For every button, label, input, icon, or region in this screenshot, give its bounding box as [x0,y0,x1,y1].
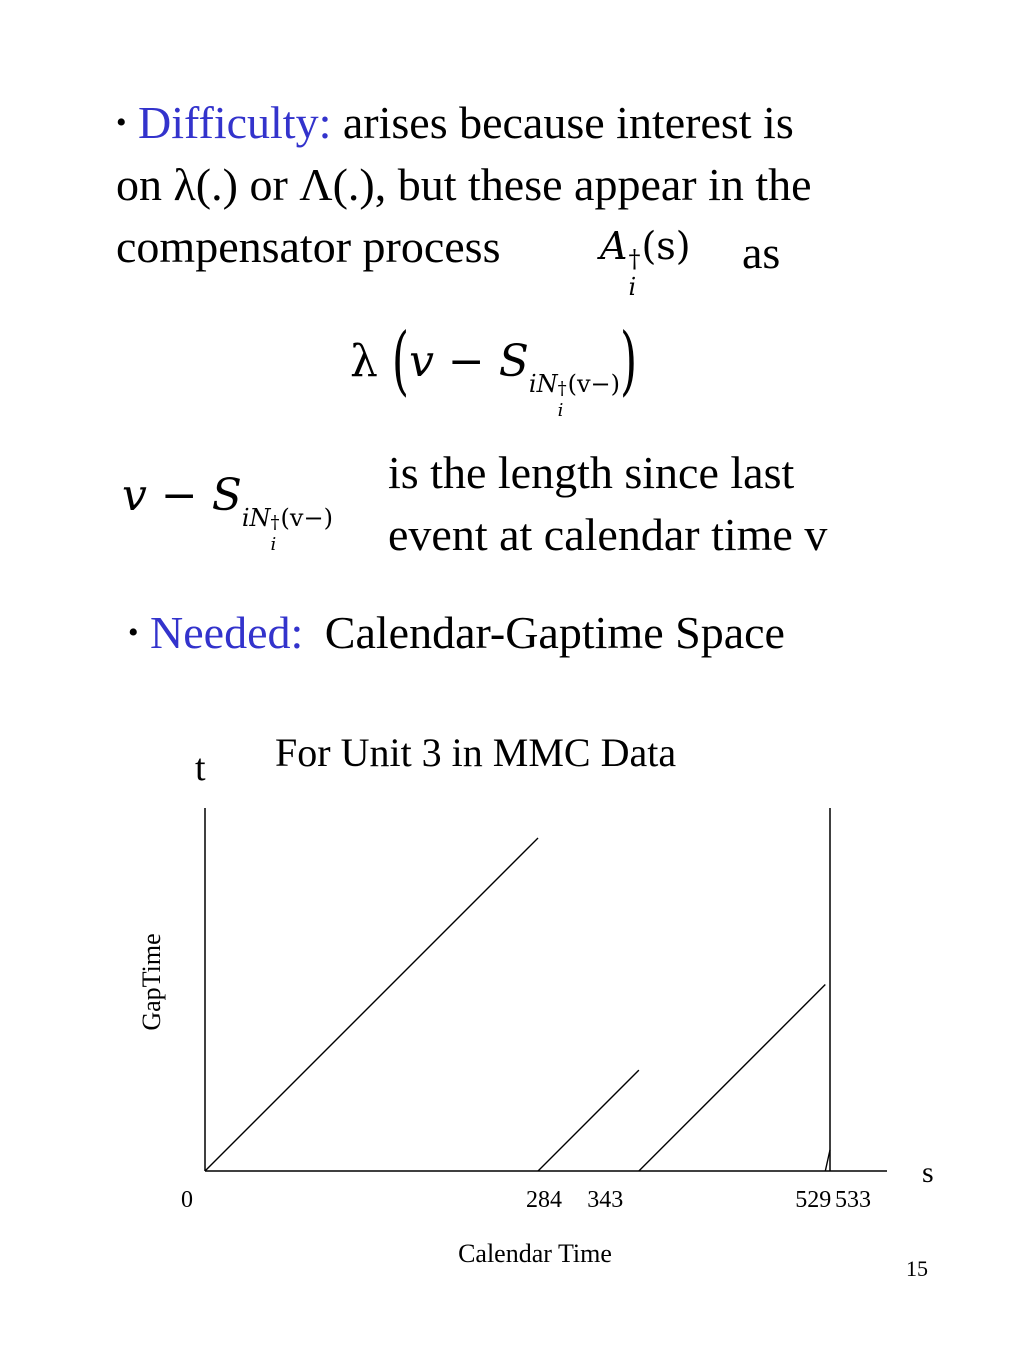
difficulty-text-3: compensator process [116,221,501,272]
gap-sub-dagger: † [270,512,280,533]
difficulty-line-3 [116,216,996,278]
gap-line-segment-3 [639,985,825,1171]
difficulty-line-1 [116,92,996,154]
x-tick-label: 533 [835,1187,871,1213]
difficulty-text-1: arises because interest is [331,97,794,148]
lambda-body: v − S [409,336,529,387]
x-tick-label: 284 [526,1187,563,1213]
formula-arg: (s) [641,224,691,268]
y-axis-label: GapTime [137,933,166,1031]
bullet-marker-2: • [128,616,139,649]
gap-formula [122,470,333,555]
difficulty-paragraph [116,92,996,278]
formula-sub-i: i [628,273,637,301]
compensator-formula [600,224,691,301]
lambda-sub-i2: i [557,400,564,421]
lambda-formula [350,318,638,421]
formula-symbol-a: A [600,224,628,268]
gap-sub-in: iN [241,504,271,532]
needed-keyword: Needed: [150,607,304,658]
x-tick-label: 343 [587,1187,624,1213]
x-tick-label: 0 [181,1187,193,1213]
lambda-symbol: λ [350,336,378,387]
x-axis-label: Calendar Time [458,1239,612,1268]
gap-line-segment-2 [538,1070,639,1171]
gap-sub-arg: (v−) [280,504,333,532]
x-tick-label: 529 [795,1187,832,1213]
y-axis-letter: t [195,747,206,789]
needed-line [128,602,785,664]
gap-explanation [388,442,827,566]
gap-body: v − S [122,470,242,521]
lambda-sub-arg: (v−) [567,370,620,398]
chart-title: For Unit 3 in MMC Data [275,730,677,775]
open-paren: ( [391,318,410,405]
gap-sub-i2: i [270,534,277,555]
close-paren: ) [620,318,638,405]
gap-explanation-line-2: event at calendar time v [388,509,828,560]
page-number: 15 [906,1256,928,1281]
calendar-gaptime-chart [0,720,1024,1340]
as-word: as [742,227,781,278]
gap-line-segment-1 [205,838,538,1171]
lambda-sub-in: iN [528,370,558,398]
difficulty-line-2: on λ(.) or Λ(.), but these appear in the [116,159,812,210]
bullet-marker: • [116,106,127,139]
difficulty-keyword: Difficulty: [138,97,332,148]
needed-text: Calendar-Gaptime Space [324,607,785,658]
gap-explanation-line-1: is the length since last [388,447,795,498]
lambda-sub-dagger: † [557,378,567,399]
x-axis-letter: s [922,1156,934,1189]
formula-dagger: † [628,245,641,273]
